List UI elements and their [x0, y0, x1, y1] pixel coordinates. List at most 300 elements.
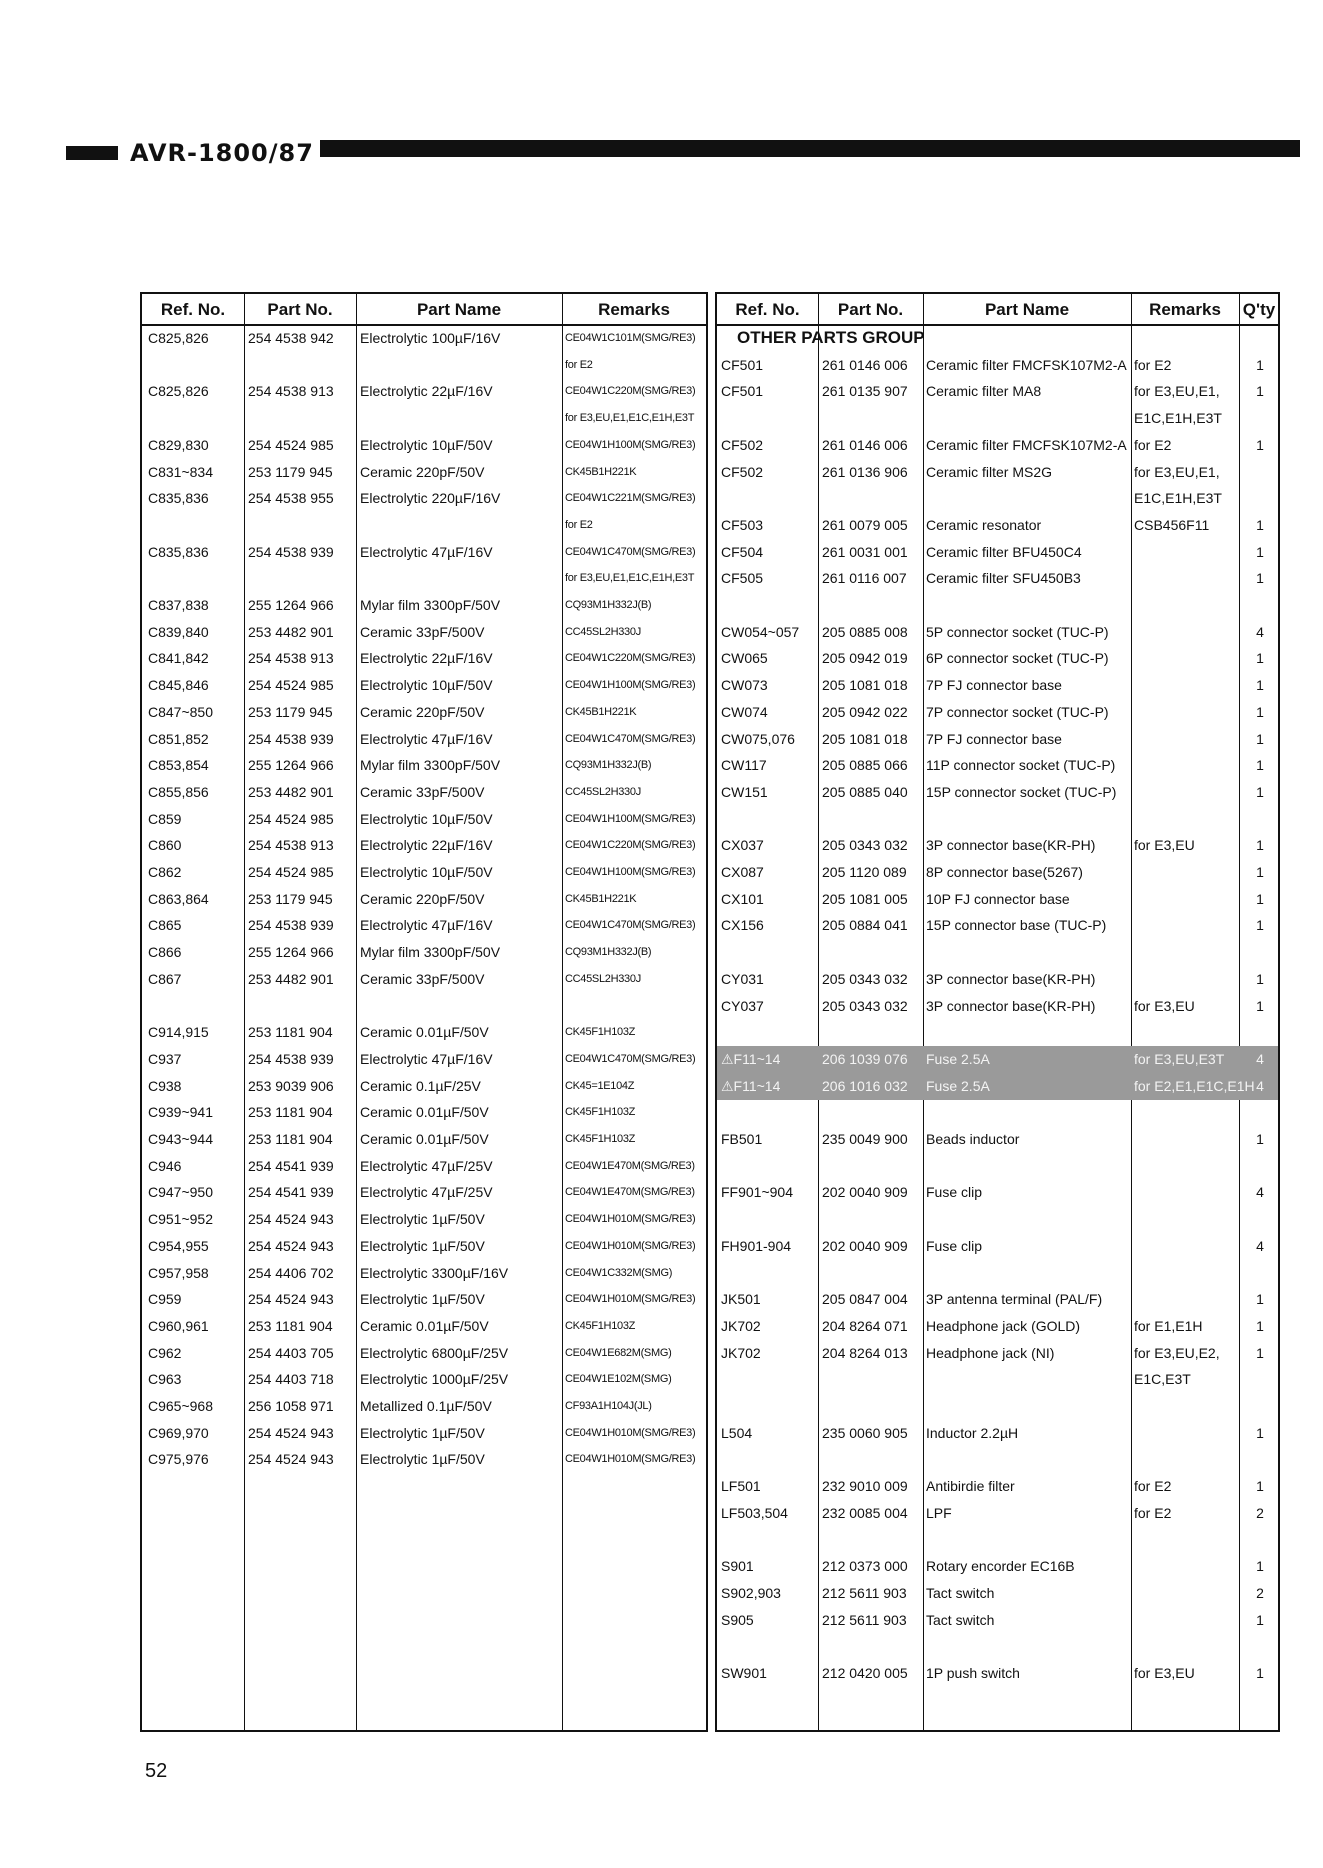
cell-part-no: 205 0884 041	[822, 917, 908, 934]
cell-part-name: Electrolytic 1µF/50V	[360, 1291, 485, 1308]
cell-remarks: CE04W1E470M(SMG/RE3)	[565, 1186, 695, 1199]
cell-qty: 4	[1256, 1237, 1264, 1254]
cell-ref-no: C847~850	[148, 703, 214, 720]
cell-qty: 1	[1256, 677, 1264, 694]
parts-table-right	[715, 292, 1280, 1732]
cell-ref-no: CW117	[721, 757, 767, 774]
cell-part-no: 254 4538 913	[248, 837, 334, 854]
cell-part-name: Ceramic filter FMCFSK107M2-A	[926, 356, 1127, 373]
table-row	[142, 405, 706, 432]
cell-qty: 4	[1256, 1077, 1264, 1094]
cell-remarks: E1C,E3T	[1134, 1371, 1191, 1388]
cell-part-no: 205 0885 066	[822, 757, 908, 774]
cell-part-name: Mylar film 3300pF/50V	[360, 944, 501, 961]
table-row	[142, 1126, 706, 1153]
cell-ref-no: C835,836	[148, 543, 209, 560]
table-row	[142, 752, 706, 779]
table-row	[142, 1233, 706, 1260]
cell-ref-no: CW054~057	[721, 623, 800, 640]
table-row	[142, 1286, 706, 1313]
cell-remarks: for E3,EU,E3T	[1134, 1050, 1225, 1067]
table-row	[717, 459, 1278, 486]
table-row	[142, 1260, 706, 1287]
cell-ref-no: L504	[721, 1424, 753, 1441]
cell-ref-no: C938	[148, 1077, 182, 1094]
cell-part-no: 254 4403 705	[248, 1344, 334, 1361]
table-row	[142, 1179, 706, 1206]
cell-remarks: CE04W1E102M(SMG)	[565, 1373, 672, 1386]
cell-part-name: Fuse clip	[926, 1184, 983, 1201]
cell-part-name: Ceramic filter FMCFSK107M2-A	[926, 436, 1127, 453]
cell-part-name: Fuse 2.5A	[926, 1077, 990, 1094]
cell-remarks: CF93A1H104J(JL)	[565, 1400, 652, 1412]
cell-remarks: for E1,E1H	[1134, 1317, 1203, 1334]
cell-ref-no: JK501	[721, 1291, 761, 1308]
cell-remarks: for E3,EU,E1,E1C,E1H,E3T	[565, 572, 695, 585]
cell-remarks: CE04W1E470M(SMG/RE3)	[565, 1159, 695, 1172]
cell-part-name: 3P connector base(KR-PH)	[926, 997, 1096, 1014]
cell-ref-no: ⚠F11~14	[721, 1050, 781, 1067]
cell-part-name: Metallized 0.1µF/50V	[360, 1398, 492, 1414]
cell-part-name: Ceramic 0.01µF/50V	[360, 1131, 489, 1147]
table-row	[717, 993, 1278, 1020]
cell-part-name: 8P connector base(5267)	[926, 864, 1083, 880]
cell-qty: 1	[1256, 1665, 1264, 1681]
cell-part-name: 15P connector base (TUC-P)	[926, 917, 1107, 934]
table-row	[142, 512, 706, 539]
cell-part-no: 205 1120 089	[822, 864, 907, 880]
table-row	[142, 672, 706, 699]
cell-ref-no: C975,976	[148, 1451, 209, 1468]
cell-remarks: for E3,EU,E1,	[1134, 463, 1220, 480]
header-bar-left	[66, 146, 118, 160]
cell-part-no: 204 8264 071	[822, 1317, 908, 1334]
cell-part-name: Electrolytic 47µF/16V	[360, 917, 493, 934]
cell-part-no: 232 9010 009	[822, 1478, 908, 1495]
cell-ref-no: ⚠F11~14	[721, 1077, 781, 1094]
table-row	[717, 752, 1278, 779]
cell-part-name: Electrolytic 6800µF/25V	[360, 1344, 509, 1361]
cell-ref-no: CW074	[721, 703, 768, 720]
cell-remarks: CC45SL2H330J	[565, 625, 641, 638]
table-row-highlighted	[717, 1046, 1278, 1073]
cell-qty: 1	[1256, 356, 1264, 373]
cell-remarks: for E3,EU	[1134, 997, 1195, 1014]
cell-remarks: CE04W1H100M(SMG/RE3)	[565, 679, 696, 692]
cell-ref-no: C939~941	[148, 1104, 214, 1121]
cell-part-no: 205 1081 018	[822, 677, 908, 694]
cell-ref-no: CF505	[721, 570, 764, 587]
cell-part-no: 261 0146 006	[822, 436, 908, 453]
cell-qty: 2	[1256, 1584, 1264, 1601]
cell-part-no: 254 4524 943	[248, 1211, 334, 1228]
col-header-ref: Ref. No.	[735, 300, 800, 319]
cell-part-no: 254 4538 942	[248, 330, 334, 346]
col-header-ref: Ref. No.	[160, 300, 226, 319]
cell-ref-no: CF502	[721, 436, 764, 453]
cell-part-no: 235 0060 905	[822, 1424, 908, 1441]
cell-part-no: 202 0040 909	[822, 1184, 908, 1201]
cell-part-no: 205 1081 005	[822, 890, 908, 907]
cell-part-name: Ceramic 0.01µF/50V	[360, 1317, 489, 1334]
cell-part-no: 205 0942 019	[822, 650, 908, 667]
cell-part-no: 206 1016 032	[822, 1077, 908, 1094]
cell-ref-no: CF501	[721, 356, 764, 373]
cell-part-name: 6P connector socket (TUC-P)	[926, 650, 1109, 667]
cell-part-no: 261 0135 907	[822, 383, 908, 400]
cell-ref-no: C862	[148, 864, 182, 880]
cell-ref-no: CX156	[721, 917, 764, 934]
cell-part-no: 261 0079 005	[822, 516, 908, 533]
table-row	[717, 645, 1278, 672]
cell-part-name: Ceramic 0.1µF/25V	[360, 1077, 481, 1094]
table-row	[717, 1233, 1278, 1260]
table-row	[142, 485, 706, 512]
cell-part-no: 253 1181 904	[248, 1131, 333, 1147]
cell-remarks: for E2,E1,E1C,E1H	[1134, 1077, 1255, 1094]
cell-part-name: Fuse clip	[926, 1237, 983, 1254]
cell-part-name: 11P connector socket (TUC-P)	[926, 757, 1116, 774]
cell-ref-no: C946	[148, 1157, 182, 1174]
cell-part-no: 254 4524 943	[248, 1424, 334, 1441]
cell-ref-no: CX087	[721, 864, 764, 880]
cell-remarks: CE04W1H010M(SMG/RE3)	[565, 1426, 696, 1439]
cell-ref-no: C947~950	[148, 1184, 214, 1201]
cell-part-name: Electrolytic 1µF/50V	[360, 1451, 485, 1468]
cell-part-no: 254 4538 939	[248, 1050, 334, 1067]
cell-part-name: Ceramic 220pF/50V	[360, 890, 485, 907]
table-row	[142, 806, 706, 833]
cell-part-no: 253 1179 945	[248, 890, 333, 907]
cell-ref-no: C954,955	[148, 1237, 209, 1254]
cell-remarks: for E3,EU,E1,E1C,E1H,E3T	[565, 412, 695, 425]
table-row	[142, 779, 706, 806]
cell-qty: 1	[1256, 730, 1264, 747]
cell-remarks: for E2	[1134, 436, 1172, 453]
cell-qty: 1	[1256, 570, 1264, 587]
table-row	[142, 619, 706, 646]
cell-part-name: Electrolytic 22µF/16V	[360, 837, 493, 854]
cell-part-no: 205 1081 018	[822, 730, 908, 747]
group-title: OTHER PARTS GROUP	[737, 328, 925, 347]
cell-part-no: 205 0343 032	[822, 970, 908, 987]
cell-qty: 1	[1256, 757, 1264, 774]
cell-ref-no: C965~968	[148, 1398, 214, 1414]
col-header-remarks: Remarks	[598, 300, 670, 319]
cell-part-no: 253 4482 901	[248, 970, 334, 987]
cell-remarks: CK45B1H221K	[565, 705, 637, 718]
cell-part-no: 253 1181 904	[248, 1024, 333, 1041]
cell-part-name: 3P connector base(KR-PH)	[926, 970, 1096, 987]
cell-qty: 1	[1256, 436, 1264, 453]
cell-part-name: 3P connector base(KR-PH)	[926, 837, 1096, 854]
cell-part-name: Electrolytic 22µF/16V	[360, 383, 493, 400]
cell-qty: 1	[1256, 1424, 1264, 1441]
cell-ref-no: CW151	[721, 783, 768, 800]
cell-remarks: for E3,EU	[1134, 1665, 1195, 1681]
table-row	[717, 432, 1278, 459]
cell-ref-no: C957,958	[148, 1264, 209, 1281]
cell-part-no: 255 1264 966	[248, 757, 334, 774]
cell-ref-no: CX037	[721, 837, 764, 854]
cell-part-no: 204 8264 013	[822, 1344, 908, 1361]
cell-remarks: CK45=1E104Z	[565, 1079, 635, 1092]
cell-qty: 1	[1256, 1131, 1264, 1147]
table-row	[717, 1473, 1278, 1500]
cell-remarks: CQ93M1H332J(B)	[565, 599, 652, 611]
cell-qty: 1	[1256, 917, 1264, 934]
cell-part-name: Ceramic 33pF/500V	[360, 623, 485, 640]
cell-part-name: Ceramic 33pF/500V	[360, 783, 485, 800]
cell-ref-no: C867	[148, 970, 182, 987]
cell-remarks: for E2	[565, 518, 593, 531]
cell-part-name: Ceramic 33pF/500V	[360, 970, 485, 987]
cell-ref-no: C943~944	[148, 1131, 214, 1147]
cell-part-no: 253 1181 904	[248, 1104, 333, 1121]
table-row	[142, 459, 706, 486]
table-row	[142, 1313, 706, 1340]
cell-remarks: CE04W1C221M(SMG/RE3)	[565, 492, 696, 505]
cell-remarks: CE04W1C470M(SMG/RE3)	[565, 732, 696, 745]
cell-ref-no: CX101	[721, 890, 764, 907]
cell-part-name: Antibirdie filter	[926, 1478, 1015, 1495]
table-row	[717, 1580, 1278, 1607]
cell-remarks: CK45B1H221K	[565, 465, 637, 478]
cell-part-name: Electrolytic 1000µF/25V	[360, 1371, 509, 1388]
table-row	[142, 352, 706, 379]
cell-part-name: Headphone jack (GOLD)	[926, 1317, 1081, 1334]
cell-ref-no: C837,838	[148, 597, 209, 613]
cell-part-no: 254 4524 943	[248, 1451, 334, 1468]
cell-ref-no: JK702	[721, 1344, 761, 1361]
cell-part-no: 254 4538 913	[248, 383, 334, 400]
cell-qty: 1	[1256, 1291, 1264, 1308]
cell-ref-no: C831~834	[148, 463, 214, 480]
cell-part-no: 253 9039 906	[248, 1077, 334, 1094]
cell-ref-no: CW073	[721, 677, 768, 694]
cell-part-name: Electrolytic 1µF/50V	[360, 1237, 485, 1254]
cell-part-no: 255 1264 966	[248, 944, 334, 961]
cell-part-no: 205 0885 008	[822, 623, 908, 640]
cell-ref-no: C960,961	[148, 1317, 209, 1334]
cell-qty: 1	[1256, 1317, 1264, 1334]
cell-part-no: 202 0040 909	[822, 1237, 908, 1254]
cell-part-no: 254 4541 939	[248, 1157, 334, 1174]
cell-ref-no: C959	[148, 1291, 182, 1308]
table-row	[142, 432, 706, 459]
col-header-part-name: Part Name	[984, 300, 1070, 319]
cell-remarks: CE04W1C220M(SMG/RE3)	[565, 839, 696, 852]
table-row	[717, 966, 1278, 993]
table-row	[717, 619, 1278, 646]
table-row	[142, 859, 706, 886]
cell-remarks: CK45F1H103Z	[565, 1319, 636, 1332]
cell-part-name: 7P FJ connector base	[926, 677, 1062, 694]
cell-part-no: 205 0343 032	[822, 997, 908, 1014]
table-row	[717, 699, 1278, 726]
table-row	[142, 886, 706, 913]
cell-part-name: 7P connector socket (TUC-P)	[926, 703, 1109, 720]
cell-part-name: Electrolytic 220µF/16V	[360, 490, 501, 507]
cell-part-name: Tact switch	[926, 1611, 995, 1628]
cell-qty: 2	[1256, 1504, 1264, 1521]
cell-qty: 4	[1256, 1050, 1264, 1067]
cell-part-name: Ceramic 220pF/50V	[360, 463, 485, 480]
cell-remarks: CK45F1H103Z	[565, 1026, 636, 1039]
table-row	[142, 539, 706, 566]
cell-part-no: 235 0049 900	[822, 1131, 908, 1147]
cell-part-name: Ceramic 0.01µF/50V	[360, 1104, 489, 1121]
cell-part-no: 205 0343 032	[822, 837, 908, 854]
cell-qty: 1	[1256, 1344, 1264, 1361]
cell-part-no: 205 0847 004	[822, 1291, 908, 1308]
cell-qty: 1	[1256, 383, 1264, 400]
cell-remarks: CE04W1H010M(SMG/RE3)	[565, 1213, 696, 1226]
cell-part-name: 1P push switch	[926, 1665, 1020, 1681]
cell-part-name: Beads inductor	[926, 1131, 1020, 1147]
table-row	[717, 1366, 1278, 1393]
cell-remarks: E1C,E1H,E3T	[1134, 490, 1222, 507]
cell-ref-no: C937	[148, 1050, 182, 1067]
cell-part-no: 254 4403 718	[248, 1371, 334, 1388]
cell-part-name: Electrolytic 47µF/16V	[360, 1050, 493, 1067]
table-row	[717, 859, 1278, 886]
cell-part-name: Ceramic 0.01µF/50V	[360, 1024, 489, 1041]
cell-part-no: 212 0373 000	[822, 1558, 908, 1575]
cell-remarks: CC45SL2H330J	[565, 972, 641, 985]
cell-part-name: Headphone jack (NI)	[926, 1344, 1055, 1361]
cell-remarks: CE04W1H100M(SMG/RE3)	[565, 866, 696, 878]
table-row	[142, 1073, 706, 1100]
cell-part-name: LPF	[926, 1504, 952, 1521]
table-row	[142, 378, 706, 405]
cell-part-name: Fuse 2.5A	[926, 1050, 990, 1067]
cell-ref-no: C963	[148, 1371, 182, 1388]
table-row	[142, 1153, 706, 1180]
cell-part-name: Electrolytic 1µF/50V	[360, 1424, 485, 1441]
cell-remarks: CK45B1H221K	[565, 892, 637, 905]
cell-remarks: CE04W1C470M(SMG/RE3)	[565, 545, 696, 558]
cell-part-name: Electrolytic 47µF/25V	[360, 1157, 493, 1174]
cell-remarks: CE04W1C101M(SMG/RE3)	[565, 332, 696, 344]
cell-ref-no: CW065	[721, 650, 768, 667]
cell-qty: 1	[1256, 864, 1264, 880]
table-row	[717, 565, 1278, 592]
cell-remarks: CE04W1C220M(SMG/RE3)	[565, 385, 696, 398]
cell-ref-no: S905	[721, 1611, 754, 1628]
cell-ref-no: CF504	[721, 543, 764, 560]
table-row	[717, 672, 1278, 699]
cell-part-name: Electrolytic 100µF/16V	[360, 330, 501, 346]
cell-part-name: 3P antenna terminal (PAL/F)	[926, 1291, 1103, 1308]
cell-ref-no: CW075,076	[721, 730, 795, 747]
cell-part-no: 212 0420 005	[822, 1665, 908, 1681]
table-row	[142, 592, 706, 619]
cell-remarks: for E3,EU,E2,	[1134, 1344, 1220, 1361]
cell-ref-no: C851,852	[148, 730, 209, 747]
table-row	[142, 939, 706, 966]
cell-part-no: 254 4538 939	[248, 543, 334, 560]
cell-part-no: 254 4406 702	[248, 1264, 334, 1281]
cell-part-name: Mylar film 3300pF/50V	[360, 757, 501, 774]
table-row	[717, 378, 1278, 405]
col-header-part-no: Part No.	[837, 300, 904, 319]
cell-ref-no: CF502	[721, 463, 764, 480]
cell-remarks: CE04W1H010M(SMG/RE3)	[565, 1239, 696, 1252]
cell-part-no: 254 4538 939	[248, 730, 334, 747]
cell-ref-no: C825,826	[148, 383, 209, 400]
cell-part-no: 253 1181 904	[248, 1317, 333, 1334]
cell-part-no: 212 5611 903	[822, 1611, 907, 1628]
col-header-part-no: Part No.	[267, 300, 333, 319]
table-row	[717, 1286, 1278, 1313]
cell-qty: 1	[1256, 1611, 1264, 1628]
table-row	[142, 565, 706, 592]
cell-qty: 1	[1256, 1478, 1264, 1495]
cell-qty: 1	[1256, 890, 1264, 907]
cell-part-no: 261 0136 906	[822, 463, 908, 480]
cell-ref-no: SW901	[721, 1665, 767, 1681]
cell-part-no: 254 4538 913	[248, 650, 334, 667]
table-row	[717, 485, 1278, 512]
cell-ref-no: C855,856	[148, 783, 209, 800]
cell-remarks: E1C,E1H,E3T	[1134, 410, 1222, 427]
cell-part-no: 253 1179 945	[248, 463, 333, 480]
table-row	[142, 1206, 706, 1233]
cell-part-name: Ceramic filter BFU450C4	[926, 543, 1082, 560]
cell-remarks: CK45F1H103Z	[565, 1106, 636, 1119]
cell-part-no: 255 1264 966	[248, 597, 334, 613]
table-row	[717, 1660, 1278, 1687]
cell-part-name: Electrolytic 10µF/50V	[360, 436, 493, 453]
cell-qty: 1	[1256, 837, 1264, 854]
cell-ref-no: S902,903	[721, 1584, 781, 1601]
cell-part-name: Electrolytic 47µF/25V	[360, 1184, 493, 1201]
page-number: 52	[145, 1760, 168, 1782]
table-row	[142, 1099, 706, 1126]
cell-part-name: 15P connector socket (TUC-P)	[926, 783, 1117, 800]
cell-ref-no: C863,864	[148, 890, 209, 907]
cell-ref-no: C825,826	[148, 330, 209, 346]
cell-part-name: 7P FJ connector base	[926, 730, 1062, 747]
table-row	[717, 1553, 1278, 1580]
table-row	[717, 1179, 1278, 1206]
cell-remarks: CQ93M1H332J(B)	[565, 759, 652, 772]
cell-ref-no: C829,830	[148, 436, 209, 453]
cell-ref-no: CY031	[721, 970, 764, 987]
cell-part-no: 253 1179 945	[248, 703, 333, 720]
cell-ref-no: C914,915	[148, 1024, 209, 1041]
cell-part-name: Ceramic filter SFU450B3	[926, 570, 1081, 587]
cell-ref-no: C841,842	[148, 650, 209, 667]
cell-ref-no: C839,840	[148, 623, 209, 640]
table-row-highlighted	[717, 1073, 1278, 1100]
cell-qty: 1	[1256, 543, 1264, 560]
cell-ref-no: FH901-904	[721, 1237, 792, 1254]
cell-part-no: 254 4524 943	[248, 1291, 334, 1308]
header-bar-right	[320, 140, 1300, 157]
table-row	[142, 325, 706, 352]
cell-qty: 1	[1256, 997, 1264, 1014]
table-row	[717, 912, 1278, 939]
cell-qty: 1	[1256, 703, 1264, 720]
table-row	[142, 1019, 706, 1046]
table-row	[142, 1340, 706, 1367]
table-row	[142, 1446, 706, 1473]
cell-ref-no: C969,970	[148, 1424, 209, 1441]
table-row	[717, 726, 1278, 753]
table-row	[142, 832, 706, 859]
